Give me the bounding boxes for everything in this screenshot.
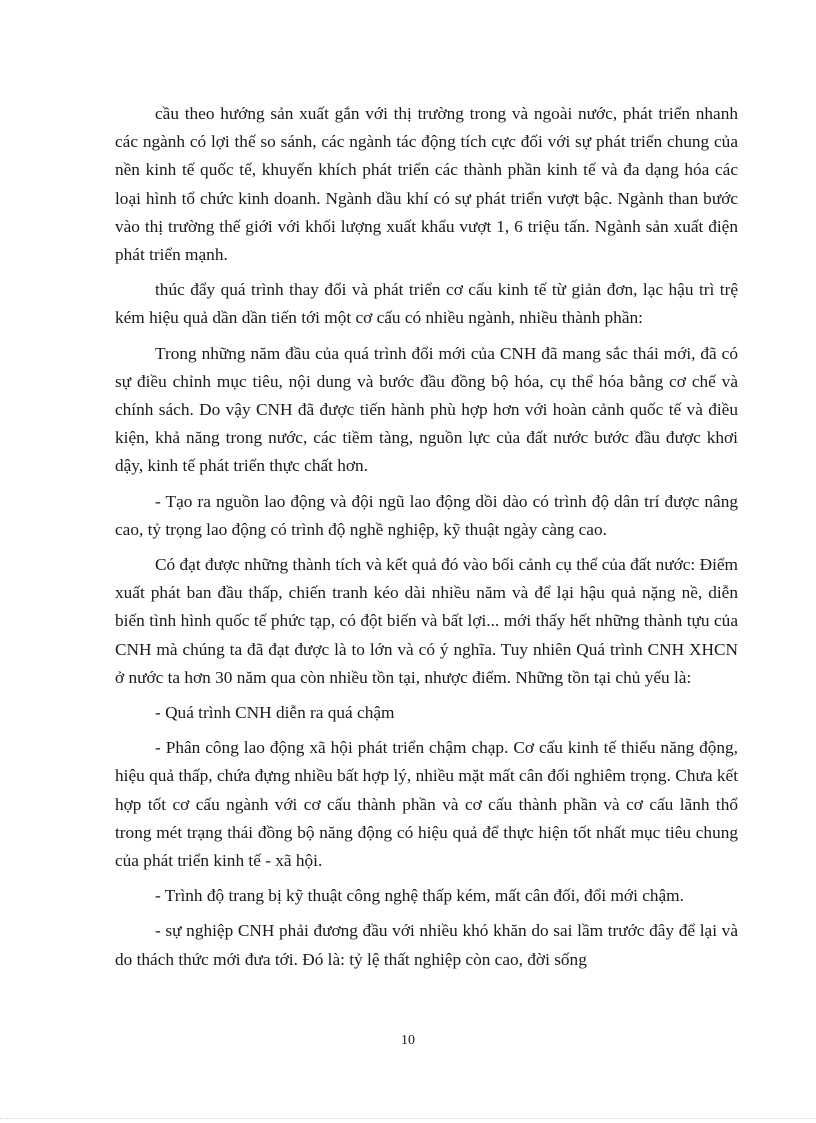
paragraph-4: - Tạo ra nguồn lao động và đội ngũ lao động dồi dào có trình độ dân trí được nâng cao, tỷ trọng lao động có trình độ nghề nghiệp, kỹ thuật ngày càng cao. — [115, 491, 738, 539]
page-number: 10 — [401, 1033, 415, 1048]
body-text — [115, 100, 738, 981]
paragraph-8: - Trình độ trang bị kỹ thuật công nghệ thấp kém, mất cân đối, đổi mới chậm. — [155, 886, 684, 906]
paragraph-7: - Phân công lao động xã hội phát triển chậm chạp. Cơ cấu kinh tế thiếu năng động, hiệu quả thấp, chứa đựng nhiều bất hợp lý, nhiều mặt mất cân đối nghiêm trọng. Chưa kết hợp tốt cơ cấu ngành với cơ cấu thành phần và cơ cấu thành phần và cơ cấu lãnh thổ trong mét trạng thái đồng bộ năng động có hiệu quả để thực hiện tốt nhất mục tiêu chung của phát triển kinh tế - xã hội. — [115, 738, 738, 871]
paragraph-5: Có đạt được những thành tích và kết quả đó vào bối cảnh cụ thể của đất nước: Điểm xuất phát ban đầu thấp, chiến tranh kéo dài nhiều năm và để lại hậu quả nặng nề, diễn biến tình hình quốc tế phức tạp, có đột biến và bất lợi... mới thấy hết những thành tựu của CNH mà chúng ta đã đạt được là to lớn và có ý nghĩa. Tuy nhiên Quá trình CNH XHCN ở nước ta hơn 30 năm qua còn nhiều tồn tại, nhược điểm. Những tồn tại chủ yếu là: — [115, 555, 738, 687]
paragraph-6: - Quá trình CNH diễn ra quá chậm — [155, 703, 395, 723]
paragraph-3: Trong những năm đầu của quá trình đổi mới của CNH đã mang sắc thái mới, đã có sự điều chỉnh mục tiêu, nội dung và bước đầu đồng bộ hóa, cụ thể hóa bằng cơ chế và chính sách. Do vậy CNH đã được tiến hành phù hợp hơn với hoàn cảnh quốc tế và điều kiện, khả năng trong nước, các tiềm tàng, nguồn lực của đất nước bước đầu được khơi dậy, kinh tế phát triển thực chất hơn. — [115, 343, 738, 476]
paragraph-1: cầu theo hướng sản xuất gắn với thị trường trong và ngoài nước, phát triển nhanh các ngành có lợi thế so sánh, các ngành tác động tích cực đối với sự phát triển chung của nền kinh tế quốc tế, khuyến khích phát triển các thành phần kinh tế và đa dạng hóa các loại hình tổ chức kinh doanh. Ngành dầu khí có sự phát triển vượt bậc. Ngành than bước vào thị trường thế giới với khối lượng xuất khẩu vượt 1, 6 triệu tấn. Ngành sản xuất điện phát triển mạnh. — [115, 104, 738, 265]
paragraph-9: - sự nghiệp CNH phải đương đầu với nhiều khó khăn do sai lầm trước đây để lại và do thách thức mới đưa tới. Đó là: tỷ lệ thất nghiệp còn cao, đời sống — [115, 921, 738, 969]
paragraph-2: thúc đẩy quá trình thay đổi và phát triển cơ cấu kinh tế từ giản đơn, lạc hậu trì trệ kém hiệu quả dần dần tiến tới một cơ cấu có nhiều ngành, nhiều thành phần: — [115, 280, 738, 328]
page-bottom-divider — [0, 1118, 816, 1119]
